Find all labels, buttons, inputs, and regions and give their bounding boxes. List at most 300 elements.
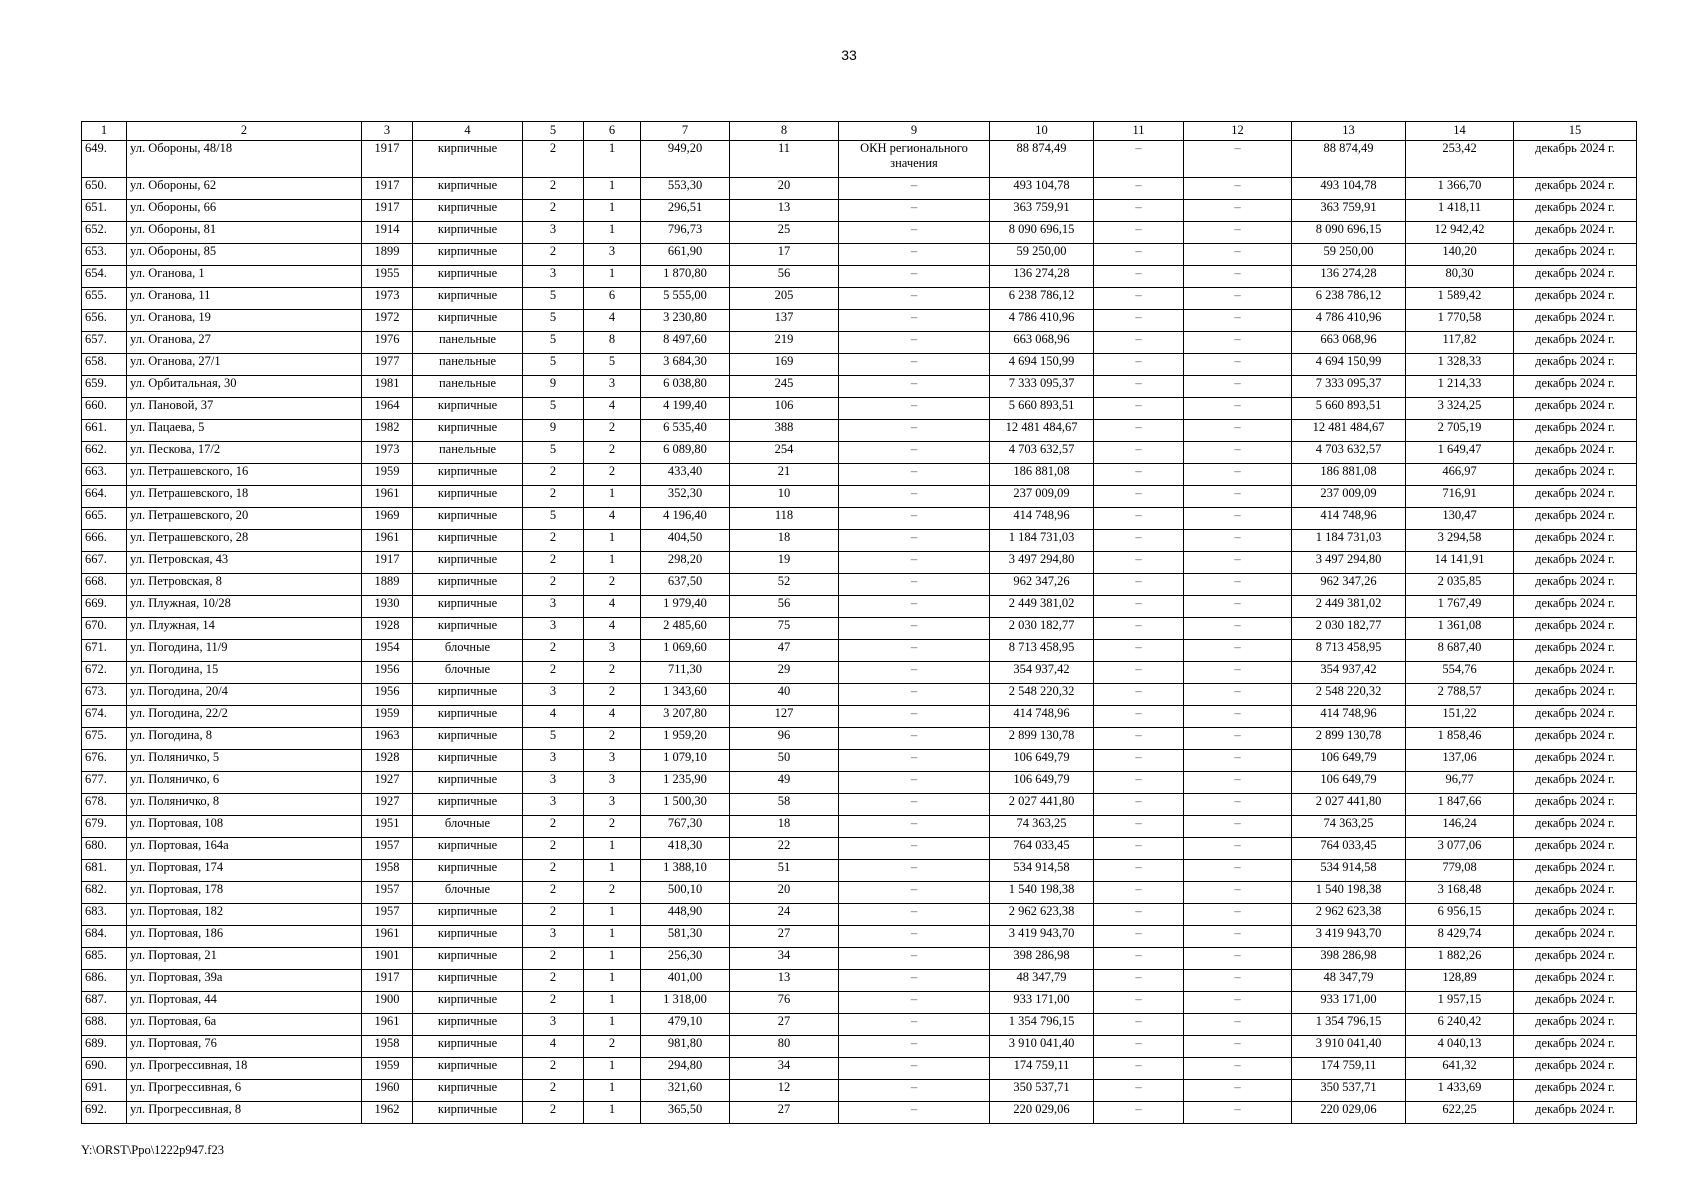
table-cell: 1956 bbox=[362, 662, 413, 684]
table-cell: ул. Петрашевского, 18 bbox=[127, 486, 362, 508]
table-cell: 2 bbox=[523, 640, 584, 662]
table-cell: 350 537,71 bbox=[1292, 1080, 1406, 1102]
table-cell: декабрь 2024 г. bbox=[1514, 178, 1637, 200]
table-cell: ул. Обороны, 85 bbox=[127, 244, 362, 266]
table-cell: 4 694 150,99 bbox=[1292, 354, 1406, 376]
table-cell: – bbox=[1094, 574, 1184, 596]
table-cell: 3 bbox=[584, 794, 641, 816]
table-cell: 1 184 731,03 bbox=[990, 530, 1094, 552]
table-cell: 12 942,42 bbox=[1406, 222, 1514, 244]
table-cell: 298,20 bbox=[641, 552, 730, 574]
table-cell: 1 343,60 bbox=[641, 684, 730, 706]
table-cell: – bbox=[839, 530, 990, 552]
table-cell: – bbox=[839, 244, 990, 266]
table-cell: 2 962 623,38 bbox=[990, 904, 1094, 926]
table-cell: 692. bbox=[82, 1102, 127, 1124]
table-cell: 3 bbox=[523, 222, 584, 244]
table-cell: 2 bbox=[523, 552, 584, 574]
table-cell: – bbox=[1094, 508, 1184, 530]
table-cell: 1899 bbox=[362, 244, 413, 266]
table-cell: 24 bbox=[730, 904, 839, 926]
table-cell: – bbox=[1184, 420, 1292, 442]
table-cell: 2 449 381,02 bbox=[990, 596, 1094, 618]
table-cell: 1961 bbox=[362, 926, 413, 948]
table-cell: 3 bbox=[523, 618, 584, 640]
table-cell: 5 bbox=[523, 288, 584, 310]
table-row bbox=[82, 794, 1637, 816]
table-row bbox=[82, 486, 1637, 508]
table-cell: 8 429,74 bbox=[1406, 926, 1514, 948]
table-cell: декабрь 2024 г. bbox=[1514, 1036, 1637, 1058]
table-cell: 1 bbox=[584, 970, 641, 992]
table-cell: 18 bbox=[730, 816, 839, 838]
table-cell: 2 bbox=[523, 948, 584, 970]
table-cell: 2 027 441,80 bbox=[990, 794, 1094, 816]
table-cell: 398 286,98 bbox=[1292, 948, 1406, 970]
table-cell: кирпичные bbox=[413, 420, 523, 442]
table-cell: ул. Портовая, 186 bbox=[127, 926, 362, 948]
table-row bbox=[82, 1080, 1637, 1102]
table-cell: 137 bbox=[730, 310, 839, 332]
table-cell: 554,76 bbox=[1406, 662, 1514, 684]
table-cell: 673. bbox=[82, 684, 127, 706]
table-cell: 1900 bbox=[362, 992, 413, 1014]
table-cell: декабрь 2024 г. bbox=[1514, 706, 1637, 728]
table-cell: – bbox=[1184, 310, 1292, 332]
table-cell: ул. Оганова, 27/1 bbox=[127, 354, 362, 376]
table-cell: – bbox=[839, 354, 990, 376]
table-cell: 651. bbox=[82, 200, 127, 222]
table-cell: – bbox=[839, 398, 990, 420]
table-cell: 654. bbox=[82, 266, 127, 288]
table-cell: – bbox=[839, 992, 990, 1014]
table-row bbox=[82, 574, 1637, 596]
table-cell: 1 847,66 bbox=[1406, 794, 1514, 816]
table-cell: 88 874,49 bbox=[1292, 141, 1406, 178]
table-cell: 1 bbox=[584, 1080, 641, 1102]
table-cell: 29 bbox=[730, 662, 839, 684]
table-cell: 1 770,58 bbox=[1406, 310, 1514, 332]
table-cell: – bbox=[839, 442, 990, 464]
table-cell: 3 bbox=[523, 750, 584, 772]
table-cell: 682. bbox=[82, 882, 127, 904]
table-cell: 398 286,98 bbox=[990, 948, 1094, 970]
table-cell: панельные bbox=[413, 332, 523, 354]
table-cell: – bbox=[1094, 904, 1184, 926]
table-cell: 534 914,58 bbox=[1292, 860, 1406, 882]
table-cell: – bbox=[1184, 706, 1292, 728]
table-cell: 1957 bbox=[362, 838, 413, 860]
table-cell: 1 858,46 bbox=[1406, 728, 1514, 750]
table-row bbox=[82, 706, 1637, 728]
table-cell: 11 bbox=[730, 141, 839, 178]
column-header: 11 bbox=[1094, 122, 1184, 141]
table-cell: 186 881,08 bbox=[1292, 464, 1406, 486]
table-row bbox=[82, 596, 1637, 618]
table-cell: ул. Погодина, 15 bbox=[127, 662, 362, 684]
table-cell: 20 bbox=[730, 882, 839, 904]
table-cell: – bbox=[1094, 618, 1184, 640]
table-cell: кирпичные bbox=[413, 222, 523, 244]
table-cell: – bbox=[839, 222, 990, 244]
table-cell: 1 500,30 bbox=[641, 794, 730, 816]
table-cell: 658. bbox=[82, 354, 127, 376]
table-cell: 2 bbox=[523, 141, 584, 178]
table-cell: – bbox=[1184, 222, 1292, 244]
table-cell: 433,40 bbox=[641, 464, 730, 486]
table-cell: 2 bbox=[584, 442, 641, 464]
table-cell: – bbox=[1094, 1102, 1184, 1124]
table-cell: 2 bbox=[523, 860, 584, 882]
table-cell: 1 bbox=[584, 200, 641, 222]
table-cell: 5 bbox=[523, 398, 584, 420]
table-cell: 27 bbox=[730, 1014, 839, 1036]
table-cell: 2 bbox=[523, 200, 584, 222]
table-cell: 404,50 bbox=[641, 530, 730, 552]
table-cell: 3 684,30 bbox=[641, 354, 730, 376]
table-cell: 657. bbox=[82, 332, 127, 354]
table-cell: 665. bbox=[82, 508, 127, 530]
table-cell: – bbox=[839, 1102, 990, 1124]
table-cell: 50 bbox=[730, 750, 839, 772]
table-cell: декабрь 2024 г. bbox=[1514, 486, 1637, 508]
table-cell: 2 bbox=[523, 816, 584, 838]
table-cell: – bbox=[839, 552, 990, 574]
table-cell: 2 bbox=[523, 486, 584, 508]
housing-register-table bbox=[81, 121, 1637, 1124]
table-cell: 1 bbox=[584, 860, 641, 882]
table-cell: 22 bbox=[730, 838, 839, 860]
table-cell: 466,97 bbox=[1406, 464, 1514, 486]
table-row bbox=[82, 200, 1637, 222]
table-cell: 664. bbox=[82, 486, 127, 508]
table-cell: 1 767,49 bbox=[1406, 596, 1514, 618]
table-cell: декабрь 2024 г. bbox=[1514, 420, 1637, 442]
table-cell: – bbox=[839, 970, 990, 992]
table-cell: – bbox=[1184, 882, 1292, 904]
table-cell: – bbox=[839, 288, 990, 310]
table-cell: декабрь 2024 г. bbox=[1514, 816, 1637, 838]
table-cell: – bbox=[1094, 200, 1184, 222]
table-cell: 4 bbox=[584, 310, 641, 332]
table-cell: ул. Петровская, 43 bbox=[127, 552, 362, 574]
table-cell: 106 649,79 bbox=[990, 750, 1094, 772]
table-cell: 674. bbox=[82, 706, 127, 728]
table-cell: 663 068,96 bbox=[990, 332, 1094, 354]
table-cell: 687. bbox=[82, 992, 127, 1014]
table-cell: 3 230,80 bbox=[641, 310, 730, 332]
table-cell: 321,60 bbox=[641, 1080, 730, 1102]
table-cell: – bbox=[1184, 1014, 1292, 1036]
table-cell: 2 bbox=[584, 662, 641, 684]
table-cell: 1957 bbox=[362, 904, 413, 926]
table-cell: 2 bbox=[523, 970, 584, 992]
table-cell: 3 419 943,70 bbox=[1292, 926, 1406, 948]
table-cell: 3 294,58 bbox=[1406, 530, 1514, 552]
table-cell: 1951 bbox=[362, 816, 413, 838]
column-header: 15 bbox=[1514, 122, 1637, 141]
table-cell: кирпичные bbox=[413, 596, 523, 618]
table-cell: 641,32 bbox=[1406, 1058, 1514, 1080]
table-cell: – bbox=[1184, 860, 1292, 882]
table-cell: 684. bbox=[82, 926, 127, 948]
column-header: 1 bbox=[82, 122, 127, 141]
table-cell: 2 bbox=[523, 882, 584, 904]
table-cell: 6 956,15 bbox=[1406, 904, 1514, 926]
column-header: 3 bbox=[362, 122, 413, 141]
table-cell: – bbox=[1094, 266, 1184, 288]
table-cell: 151,22 bbox=[1406, 706, 1514, 728]
table-cell: – bbox=[1184, 200, 1292, 222]
table-row bbox=[82, 354, 1637, 376]
table-cell: 34 bbox=[730, 948, 839, 970]
table-cell: 1963 bbox=[362, 728, 413, 750]
table-cell: 8 090 696,15 bbox=[1292, 222, 1406, 244]
table-body bbox=[82, 141, 1637, 1124]
table-cell: 74 363,25 bbox=[1292, 816, 1406, 838]
table-cell: 237 009,09 bbox=[990, 486, 1094, 508]
table-cell: – bbox=[1094, 244, 1184, 266]
table-cell: – bbox=[1094, 354, 1184, 376]
table-row bbox=[82, 266, 1637, 288]
table-cell: – bbox=[1184, 178, 1292, 200]
table-cell: 493 104,78 bbox=[1292, 178, 1406, 200]
table-cell: – bbox=[1184, 552, 1292, 574]
table-cell: 401,00 bbox=[641, 970, 730, 992]
table-cell: 2 bbox=[584, 420, 641, 442]
table-cell: 4 703 632,57 bbox=[990, 442, 1094, 464]
table-cell: – bbox=[1094, 376, 1184, 398]
table-cell: 3 910 041,40 bbox=[990, 1036, 1094, 1058]
table-cell: – bbox=[1094, 1036, 1184, 1058]
table-cell: – bbox=[839, 662, 990, 684]
table-cell: 3 bbox=[523, 266, 584, 288]
table-cell: – bbox=[1094, 750, 1184, 772]
table-cell: ул. Портовая, 76 bbox=[127, 1036, 362, 1058]
table-cell: 51 bbox=[730, 860, 839, 882]
table-cell: ул. Петрашевского, 20 bbox=[127, 508, 362, 530]
table-cell: 49 bbox=[730, 772, 839, 794]
table-cell: – bbox=[839, 200, 990, 222]
table-row bbox=[82, 376, 1637, 398]
table-row bbox=[82, 684, 1637, 706]
table-cell: – bbox=[839, 618, 990, 640]
table-cell: – bbox=[1184, 1058, 1292, 1080]
table-cell: кирпичные bbox=[413, 926, 523, 948]
table-cell: 1 354 796,15 bbox=[1292, 1014, 1406, 1036]
table-cell: 981,80 bbox=[641, 1036, 730, 1058]
table-cell: – bbox=[1184, 354, 1292, 376]
table-cell: 7 333 095,37 bbox=[1292, 376, 1406, 398]
table-cell: 3 207,80 bbox=[641, 706, 730, 728]
table-cell: 1928 bbox=[362, 750, 413, 772]
table-cell: 4 694 150,99 bbox=[990, 354, 1094, 376]
table-cell: 388 bbox=[730, 420, 839, 442]
table-cell: 2 bbox=[523, 530, 584, 552]
table-cell: 136 274,28 bbox=[1292, 266, 1406, 288]
table-cell: ул. Погодина, 20/4 bbox=[127, 684, 362, 706]
column-header: 14 bbox=[1406, 122, 1514, 141]
table-cell: 2 899 130,78 bbox=[990, 728, 1094, 750]
table-cell: 9 bbox=[523, 376, 584, 398]
table-cell: 1927 bbox=[362, 772, 413, 794]
table-cell: ул. Оганова, 27 bbox=[127, 332, 362, 354]
column-header: 10 bbox=[990, 122, 1094, 141]
table-cell: 3 bbox=[584, 640, 641, 662]
table-cell: 5 660 893,51 bbox=[990, 398, 1094, 420]
table-cell: кирпичные bbox=[413, 508, 523, 530]
table-cell: – bbox=[1184, 1080, 1292, 1102]
table-cell: декабрь 2024 г. bbox=[1514, 222, 1637, 244]
table-cell: 1962 bbox=[362, 1102, 413, 1124]
table-cell: 76 bbox=[730, 992, 839, 1014]
table-cell: – bbox=[839, 1014, 990, 1036]
table-cell: 676. bbox=[82, 750, 127, 772]
table-cell: кирпичные bbox=[413, 684, 523, 706]
table-cell: декабрь 2024 г. bbox=[1514, 1080, 1637, 1102]
table-row bbox=[82, 728, 1637, 750]
table-cell: декабрь 2024 г. bbox=[1514, 772, 1637, 794]
table-cell: кирпичные bbox=[413, 1058, 523, 1080]
table-cell: 4 bbox=[584, 706, 641, 728]
table-cell: 764 033,45 bbox=[1292, 838, 1406, 860]
table-cell: 653. bbox=[82, 244, 127, 266]
table-cell: 363 759,91 bbox=[990, 200, 1094, 222]
table-cell: 2 548 220,32 bbox=[990, 684, 1094, 706]
table-cell: ул. Погодина, 22/2 bbox=[127, 706, 362, 728]
table-cell: 9 bbox=[523, 420, 584, 442]
table-cell: – bbox=[1094, 442, 1184, 464]
table-cell: 96 bbox=[730, 728, 839, 750]
table-cell: – bbox=[1094, 772, 1184, 794]
table-cell: 363 759,91 bbox=[1292, 200, 1406, 222]
table-cell: 796,73 bbox=[641, 222, 730, 244]
table-cell: 5 bbox=[523, 728, 584, 750]
table-cell: 6 038,80 bbox=[641, 376, 730, 398]
table-row bbox=[82, 530, 1637, 552]
table-cell: панельные bbox=[413, 354, 523, 376]
table-cell: декабрь 2024 г. bbox=[1514, 1102, 1637, 1124]
table-cell: – bbox=[1184, 772, 1292, 794]
table-row bbox=[82, 552, 1637, 574]
table-cell: 1 bbox=[584, 266, 641, 288]
table-cell: кирпичные bbox=[413, 970, 523, 992]
table-cell: 174 759,11 bbox=[1292, 1058, 1406, 1080]
table-cell: 659. bbox=[82, 376, 127, 398]
table-cell: 681. bbox=[82, 860, 127, 882]
table-cell: 6 535,40 bbox=[641, 420, 730, 442]
table-cell: – bbox=[839, 420, 990, 442]
table-cell: 1917 bbox=[362, 178, 413, 200]
table-cell: 2 bbox=[523, 838, 584, 860]
table-cell: – bbox=[1094, 398, 1184, 420]
table-cell: декабрь 2024 г. bbox=[1514, 882, 1637, 904]
table-cell: 4 199,40 bbox=[641, 398, 730, 420]
table-cell: 500,10 bbox=[641, 882, 730, 904]
table-cell: – bbox=[1094, 1014, 1184, 1036]
table-cell: 220 029,06 bbox=[1292, 1102, 1406, 1124]
table-cell: 2 962 623,38 bbox=[1292, 904, 1406, 926]
table-cell: 1 318,00 bbox=[641, 992, 730, 1014]
table-cell: – bbox=[839, 640, 990, 662]
table-row bbox=[82, 882, 1637, 904]
table-cell: ул. Портовая, 44 bbox=[127, 992, 362, 1014]
table-cell: декабрь 2024 г. bbox=[1514, 530, 1637, 552]
table-cell: 254 bbox=[730, 442, 839, 464]
table-row bbox=[82, 508, 1637, 530]
table-row bbox=[82, 222, 1637, 244]
table-cell: 12 481 484,67 bbox=[990, 420, 1094, 442]
table-cell: 21 bbox=[730, 464, 839, 486]
table-cell: кирпичные bbox=[413, 178, 523, 200]
table-cell: панельные bbox=[413, 442, 523, 464]
table-cell: ул. Пескова, 17/2 bbox=[127, 442, 362, 464]
table-cell: 663 068,96 bbox=[1292, 332, 1406, 354]
table-cell: ул. Портовая, 182 bbox=[127, 904, 362, 926]
table-cell: 3 bbox=[523, 596, 584, 618]
table-cell: – bbox=[1094, 662, 1184, 684]
table-cell: 675. bbox=[82, 728, 127, 750]
table-cell: 2 030 182,77 bbox=[990, 618, 1094, 640]
table-cell: 764 033,45 bbox=[990, 838, 1094, 860]
table-cell: 3 497 294,80 bbox=[1292, 552, 1406, 574]
table-cell: декабрь 2024 г. bbox=[1514, 200, 1637, 222]
table-cell: 1927 bbox=[362, 794, 413, 816]
table-cell: – bbox=[839, 904, 990, 926]
table-cell: ул. Петрашевского, 16 bbox=[127, 464, 362, 486]
table-cell: – bbox=[1094, 1080, 1184, 1102]
table-cell: – bbox=[839, 1058, 990, 1080]
table-cell: 668. bbox=[82, 574, 127, 596]
table-cell: блочные bbox=[413, 640, 523, 662]
table-cell: 1914 bbox=[362, 222, 413, 244]
table-cell: 716,91 bbox=[1406, 486, 1514, 508]
table-cell: ул. Поляничко, 5 bbox=[127, 750, 362, 772]
table-cell: 655. bbox=[82, 288, 127, 310]
column-header: 7 bbox=[641, 122, 730, 141]
table-cell: 690. bbox=[82, 1058, 127, 1080]
table-cell: 679. bbox=[82, 816, 127, 838]
table-cell: 20 bbox=[730, 178, 839, 200]
column-header: 8 bbox=[730, 122, 839, 141]
table-cell: ул. Портовая, 39а bbox=[127, 970, 362, 992]
table-cell: 2 bbox=[523, 992, 584, 1014]
table-cell: 2 030 182,77 bbox=[1292, 618, 1406, 640]
table-cell: декабрь 2024 г. bbox=[1514, 948, 1637, 970]
table-cell: 106 bbox=[730, 398, 839, 420]
table-cell: 1969 bbox=[362, 508, 413, 530]
table-cell: – bbox=[1094, 838, 1184, 860]
table-cell: 1 354 796,15 bbox=[990, 1014, 1094, 1036]
table-cell: 6 238 786,12 bbox=[990, 288, 1094, 310]
table-cell: 2 bbox=[523, 1102, 584, 1124]
table-cell: 2 bbox=[523, 574, 584, 596]
table-cell: 296,51 bbox=[641, 200, 730, 222]
table-cell: ул. Обороны, 62 bbox=[127, 178, 362, 200]
table-cell: 5 555,00 bbox=[641, 288, 730, 310]
table-cell: 1928 bbox=[362, 618, 413, 640]
table-cell: декабрь 2024 г. bbox=[1514, 141, 1637, 178]
table-cell: кирпичные bbox=[413, 200, 523, 222]
table-cell: 137,06 bbox=[1406, 750, 1514, 772]
table-cell: 637,50 bbox=[641, 574, 730, 596]
table-cell: 1 870,80 bbox=[641, 266, 730, 288]
table-cell: 767,30 bbox=[641, 816, 730, 838]
table-row bbox=[82, 1058, 1637, 1080]
table-cell: 1981 bbox=[362, 376, 413, 398]
column-header: 12 bbox=[1184, 122, 1292, 141]
table-row bbox=[82, 772, 1637, 794]
